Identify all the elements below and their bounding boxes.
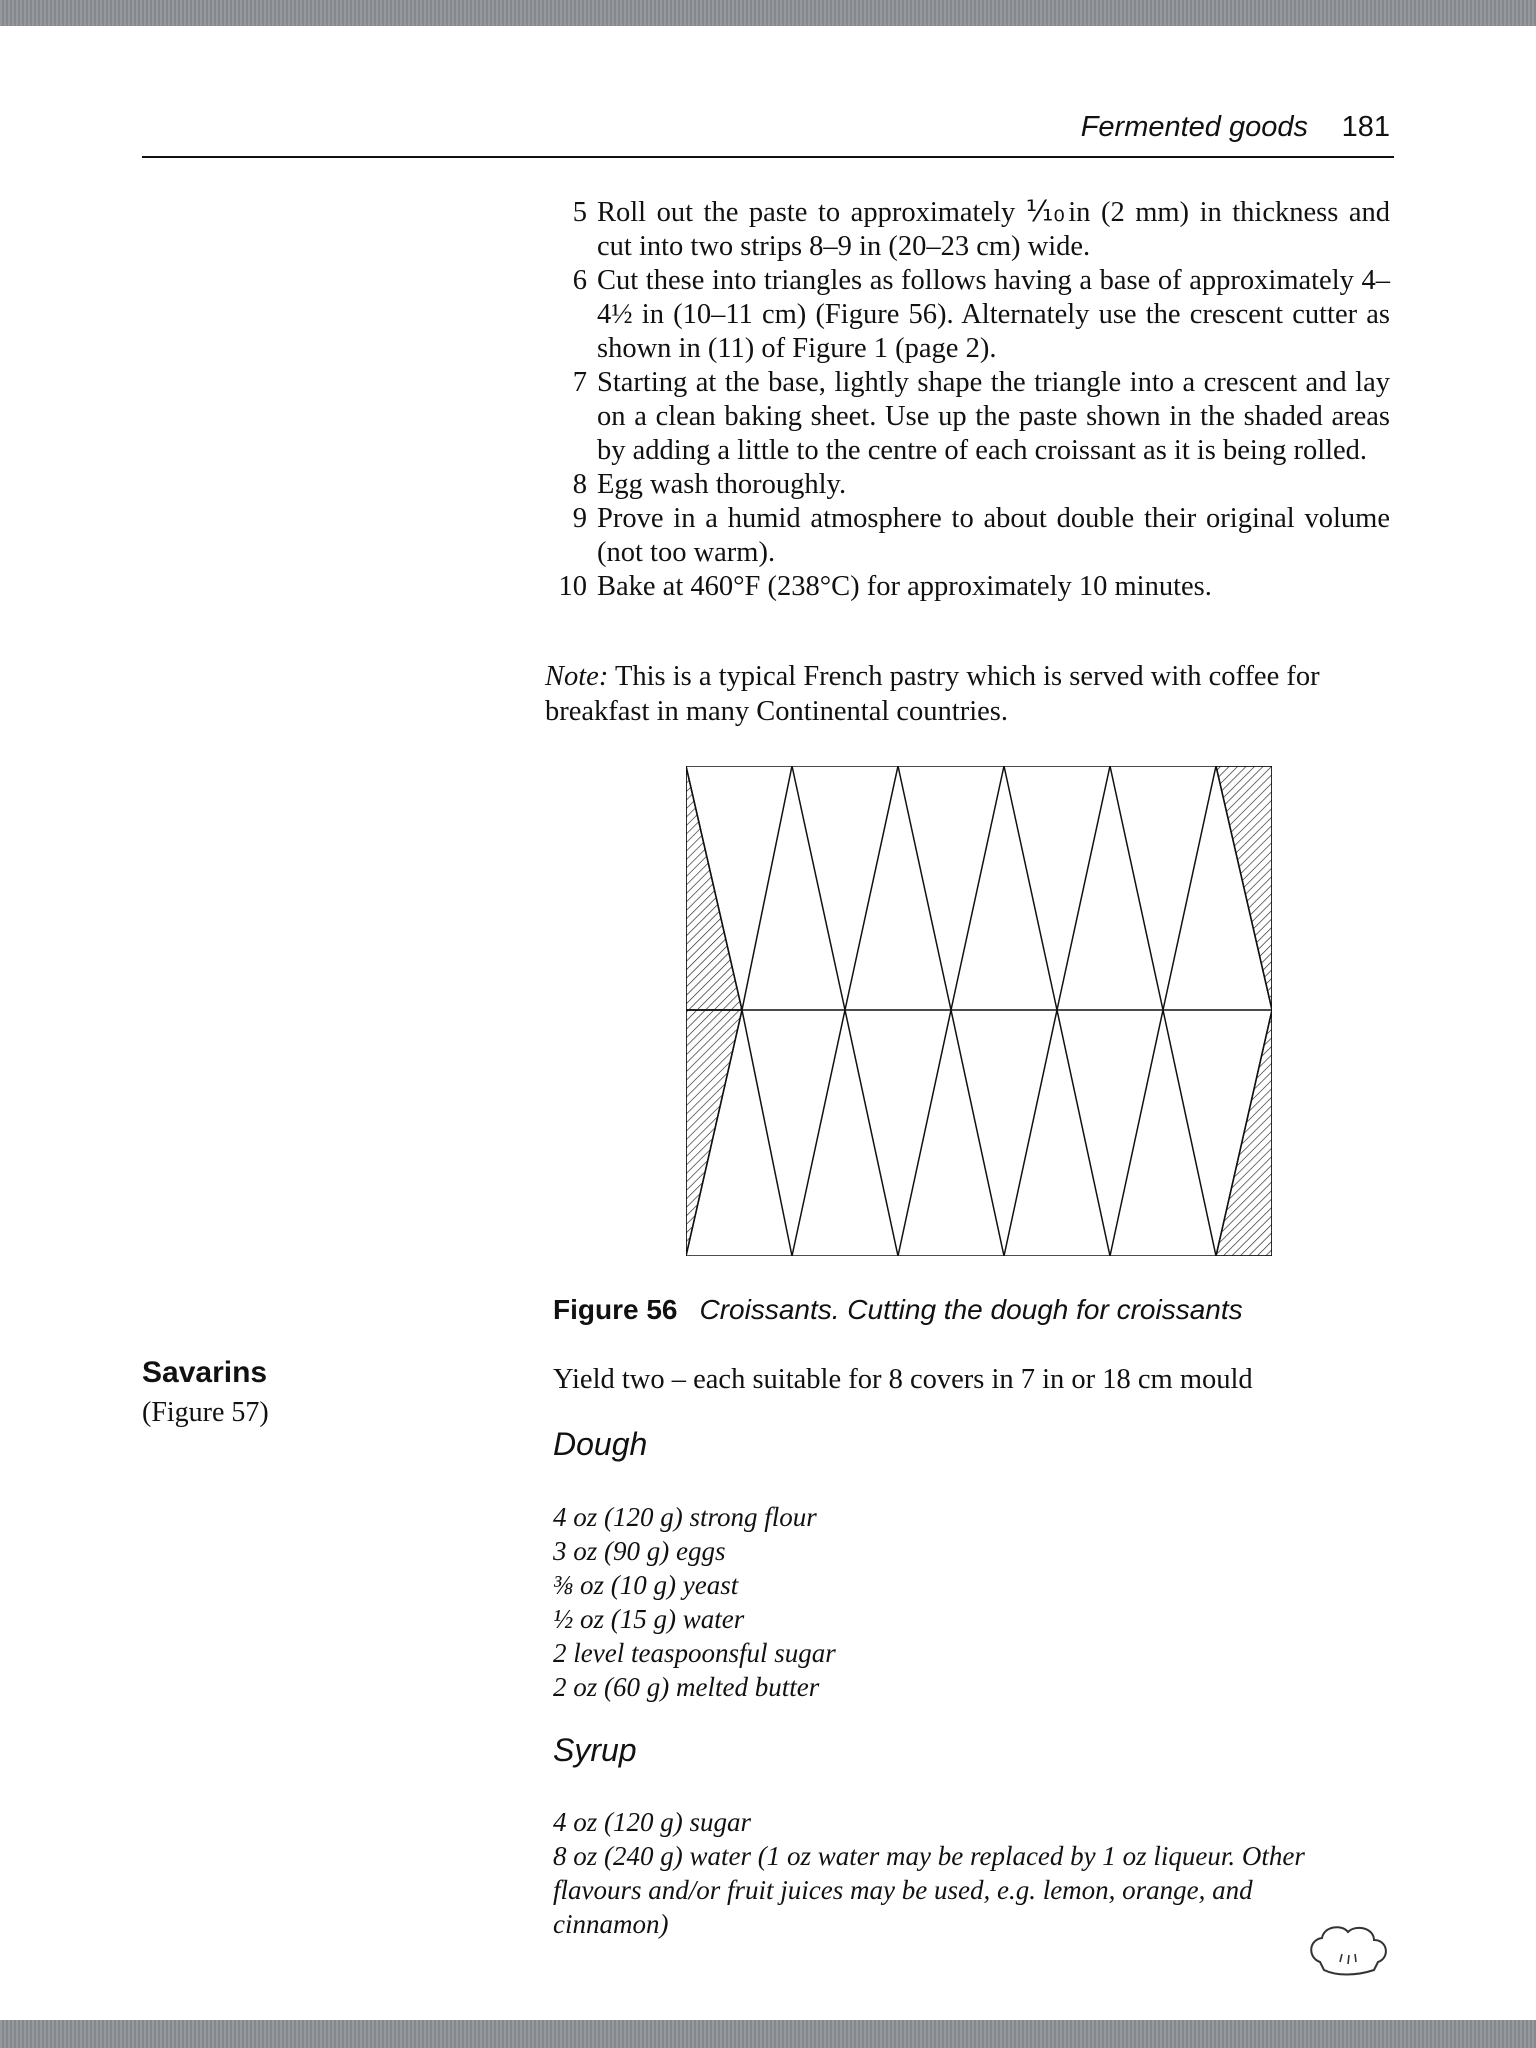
running-head: Fermented goods — [1080, 111, 1308, 143]
note-paragraph — [545, 659, 1390, 729]
bottom-bar — [0, 2020, 1536, 2048]
list-item: 8 Egg wash thoroughly. — [572, 469, 847, 500]
dough-heading: Dough — [553, 1426, 648, 1462]
cut-lines-top — [686, 766, 1272, 1010]
recipe-yield: Yield two – each suitable for 8 covers in 7 in or 18 cm mould — [553, 1364, 1253, 1395]
chef-hat-icon — [1306, 1922, 1392, 1978]
list-item: 7 Starting at the base, lightly shape the triangle into a crescent and lay on a clean baking sheet. Use up the paste shown in the shaded areas by adding a little to the centre of each croissant as it is being rolled. — [572, 367, 1390, 466]
top-bar — [0, 0, 1536, 26]
list-item: 10 Bake at 460°F (238°C) for approximately 10 minutes. — [558, 571, 1212, 602]
list-item: 5 Roll out the paste to approximately ⅒in (2 mm) in thickness and cut into two strips 8–9 in (20–23 cm) wide. — [572, 197, 1390, 262]
croissant-cutting-diagram — [686, 766, 1272, 1256]
syrup-ingredients — [553, 1805, 1343, 1941]
note-text: This is a typical French pastry which is served with coffee for breakfast in many Continental countries. — [545, 661, 1320, 727]
dough-outline — [686, 766, 1272, 1256]
method-steps — [545, 196, 1390, 604]
dough-ingredients — [553, 1500, 836, 1704]
list-item: 4 oz (120 g) strong flour — [553, 1502, 817, 1532]
list-item: 6 Cut these into triangles as follows having a base of approximately 4–4½ in (10–11 cm) (Figure 56). Alternately use the crescent cutter as shown in (11) of Figure 1 (page 2). — [572, 265, 1390, 364]
list-item: 8 oz (240 g) water (1 oz water may be replaced by 1 oz liqueur. Other flavours and/or fruit juices may be used, e.g. lemon, orange, and cinnamon) — [553, 1841, 1305, 1939]
list-item: 9 Prove in a humid atmosphere to about double their original volume (not too warm). — [572, 503, 1390, 568]
figure-label: Figure 56 — [553, 1294, 678, 1325]
list-item: 2 oz (60 g) melted butter — [553, 1672, 820, 1702]
page-header — [142, 108, 1394, 158]
page-number: 181 — [1341, 111, 1390, 143]
figure-caption — [553, 1294, 1243, 1326]
list-item: 2 level teaspoonsful sugar — [553, 1638, 836, 1668]
note-label: Note: — [545, 661, 609, 692]
syrup-heading: Syrup — [553, 1732, 637, 1768]
list-item: 3 oz (90 g) eggs — [553, 1536, 726, 1566]
list-item: ½ oz (15 g) water — [553, 1604, 745, 1634]
list-item: ⅜ oz (10 g) yeast — [553, 1570, 739, 1600]
recipe-title: Savarins — [142, 1356, 268, 1389]
list-item: 4 oz (120 g) sugar — [553, 1807, 752, 1837]
cut-lines-bottom — [686, 1010, 1272, 1256]
recipe-figure-ref: (Figure 57) — [142, 1397, 269, 1428]
figure-caption-text: Croissants. Cutting the dough for croissants — [699, 1294, 1243, 1325]
